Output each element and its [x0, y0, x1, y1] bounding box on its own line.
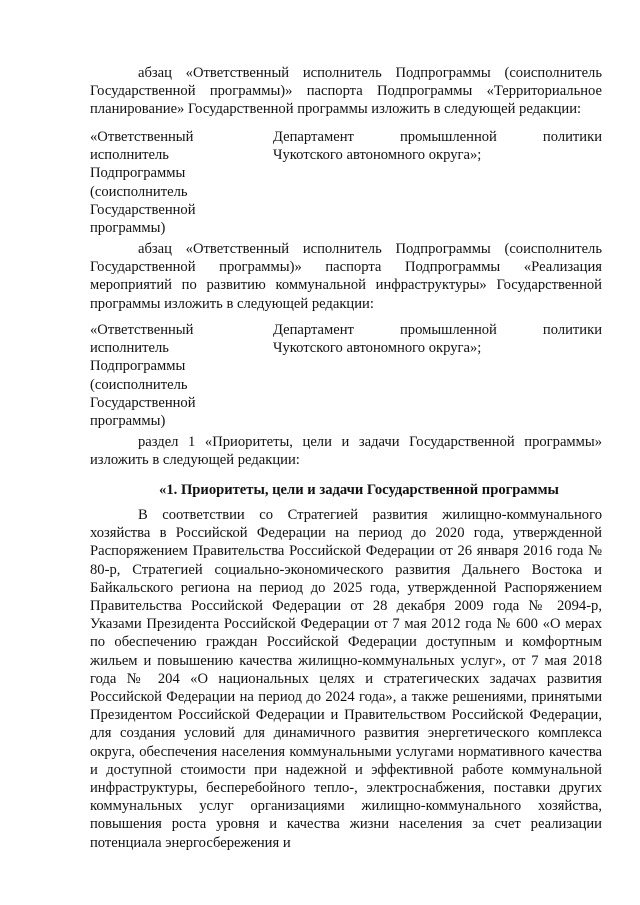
table-1-label-line: (соисполнитель: [90, 183, 188, 200]
table-1-label-line: «Ответственный: [90, 129, 194, 145]
paragraph-4: [90, 506, 602, 852]
table-1-value-line-1: Департамент промышленной политики: [273, 129, 602, 145]
table-2-label-line: Подпрограммы: [90, 358, 186, 375]
table-2-label-cell: [90, 321, 250, 430]
table-2-value-line-2: Чукотского автономного округа»;: [273, 340, 482, 357]
table-2-label-line: (соисполнитель: [90, 376, 188, 393]
table-2-label-line: программы): [90, 413, 166, 430]
paragraph-1: [90, 64, 602, 119]
paragraph-2: [90, 240, 602, 313]
table-1-label-line: Государственной: [90, 201, 196, 218]
paragraph-2-text: абзац «Ответственный исполнитель Подпрограммы (соисполнитель Государственной программы)» паспорта Подпрограммы «Реализация мероприятий по развитию коммунальной инфраструктуры» Государственной программы изложить в следующей редакции:: [90, 241, 602, 312]
section-heading: «1. Приоритеты, цели и задачи Государственной программы: [159, 482, 559, 498]
table-1-value-line-2: Чукотского автономного округа»;: [273, 147, 482, 164]
table-1-value-cell: [273, 128, 602, 164]
paragraph-1-text: абзац «Ответственный исполнитель Подпрограммы (соисполнитель Государственной программы)» паспорта Подпрограммы «Территориальное планирование» Государственной программы изложить в следующей редакции:: [90, 65, 602, 118]
table-2-label-line: исполнитель: [90, 340, 169, 357]
paragraph-3: [90, 433, 602, 469]
table-2-label-line: Государственной: [90, 394, 196, 411]
table-1-label-cell: [90, 128, 250, 237]
paragraph-4-text: В соответствии со Стратегией развития жилищно-коммунального хозяйства в Российской Федерации на период до 2020 года, утвержденной Распоряжением Правительства Российской Федерации от 26 января 2016 года № 80-р, Стратегией социально-экономического развития Дальнего Востока и Байкальского региона на период до 2025 года, утвержденной Распоряжением Правительства Российской Федерации от 28 декабря 2009 года № 2094-р, Указами Президента Российской Федерации от 7 мая 2012 года № 600 «О мерах по обеспечению граждан Российской Федерации доступным и комфортным жильем и повышению качества жилищно-коммунальных услуг», от 7 мая 2018 года № 204 «О национальных целях и стратегических задачах развития Российской Федерации на период до 2024 года», а также решениями, принятыми Президентом Российской Федерации и Правительством Российской Федерации, для создания условий для динамичного развития энергетического комплекса округа, обеспечения населения коммунальными услугами нормативного качества и доступной стоимости при надежной и эффективной работе коммунальной инфраструктуры, бесперебойного тепло-, электроснабжения, поставки других коммунальных услуг организациями жилищно-коммунального хозяйства, повышения роста уровня и качества жизни населения за счет реализации потенциала энергосбережения и: [90, 507, 602, 851]
table-2-value-cell: [273, 321, 602, 357]
table-1-label-line: программы): [90, 220, 166, 237]
table-2-label-line: «Ответственный: [90, 322, 194, 338]
table-1-label-line: Подпрограммы: [90, 165, 186, 182]
table-1-label-line: исполнитель: [90, 147, 169, 164]
paragraph-3-text: раздел 1 «Приоритеты, цели и задачи Государственной программы» изложить в следующей редакции:: [90, 434, 602, 469]
table-2-value-line-1: Департамент промышленной политики: [273, 322, 602, 338]
